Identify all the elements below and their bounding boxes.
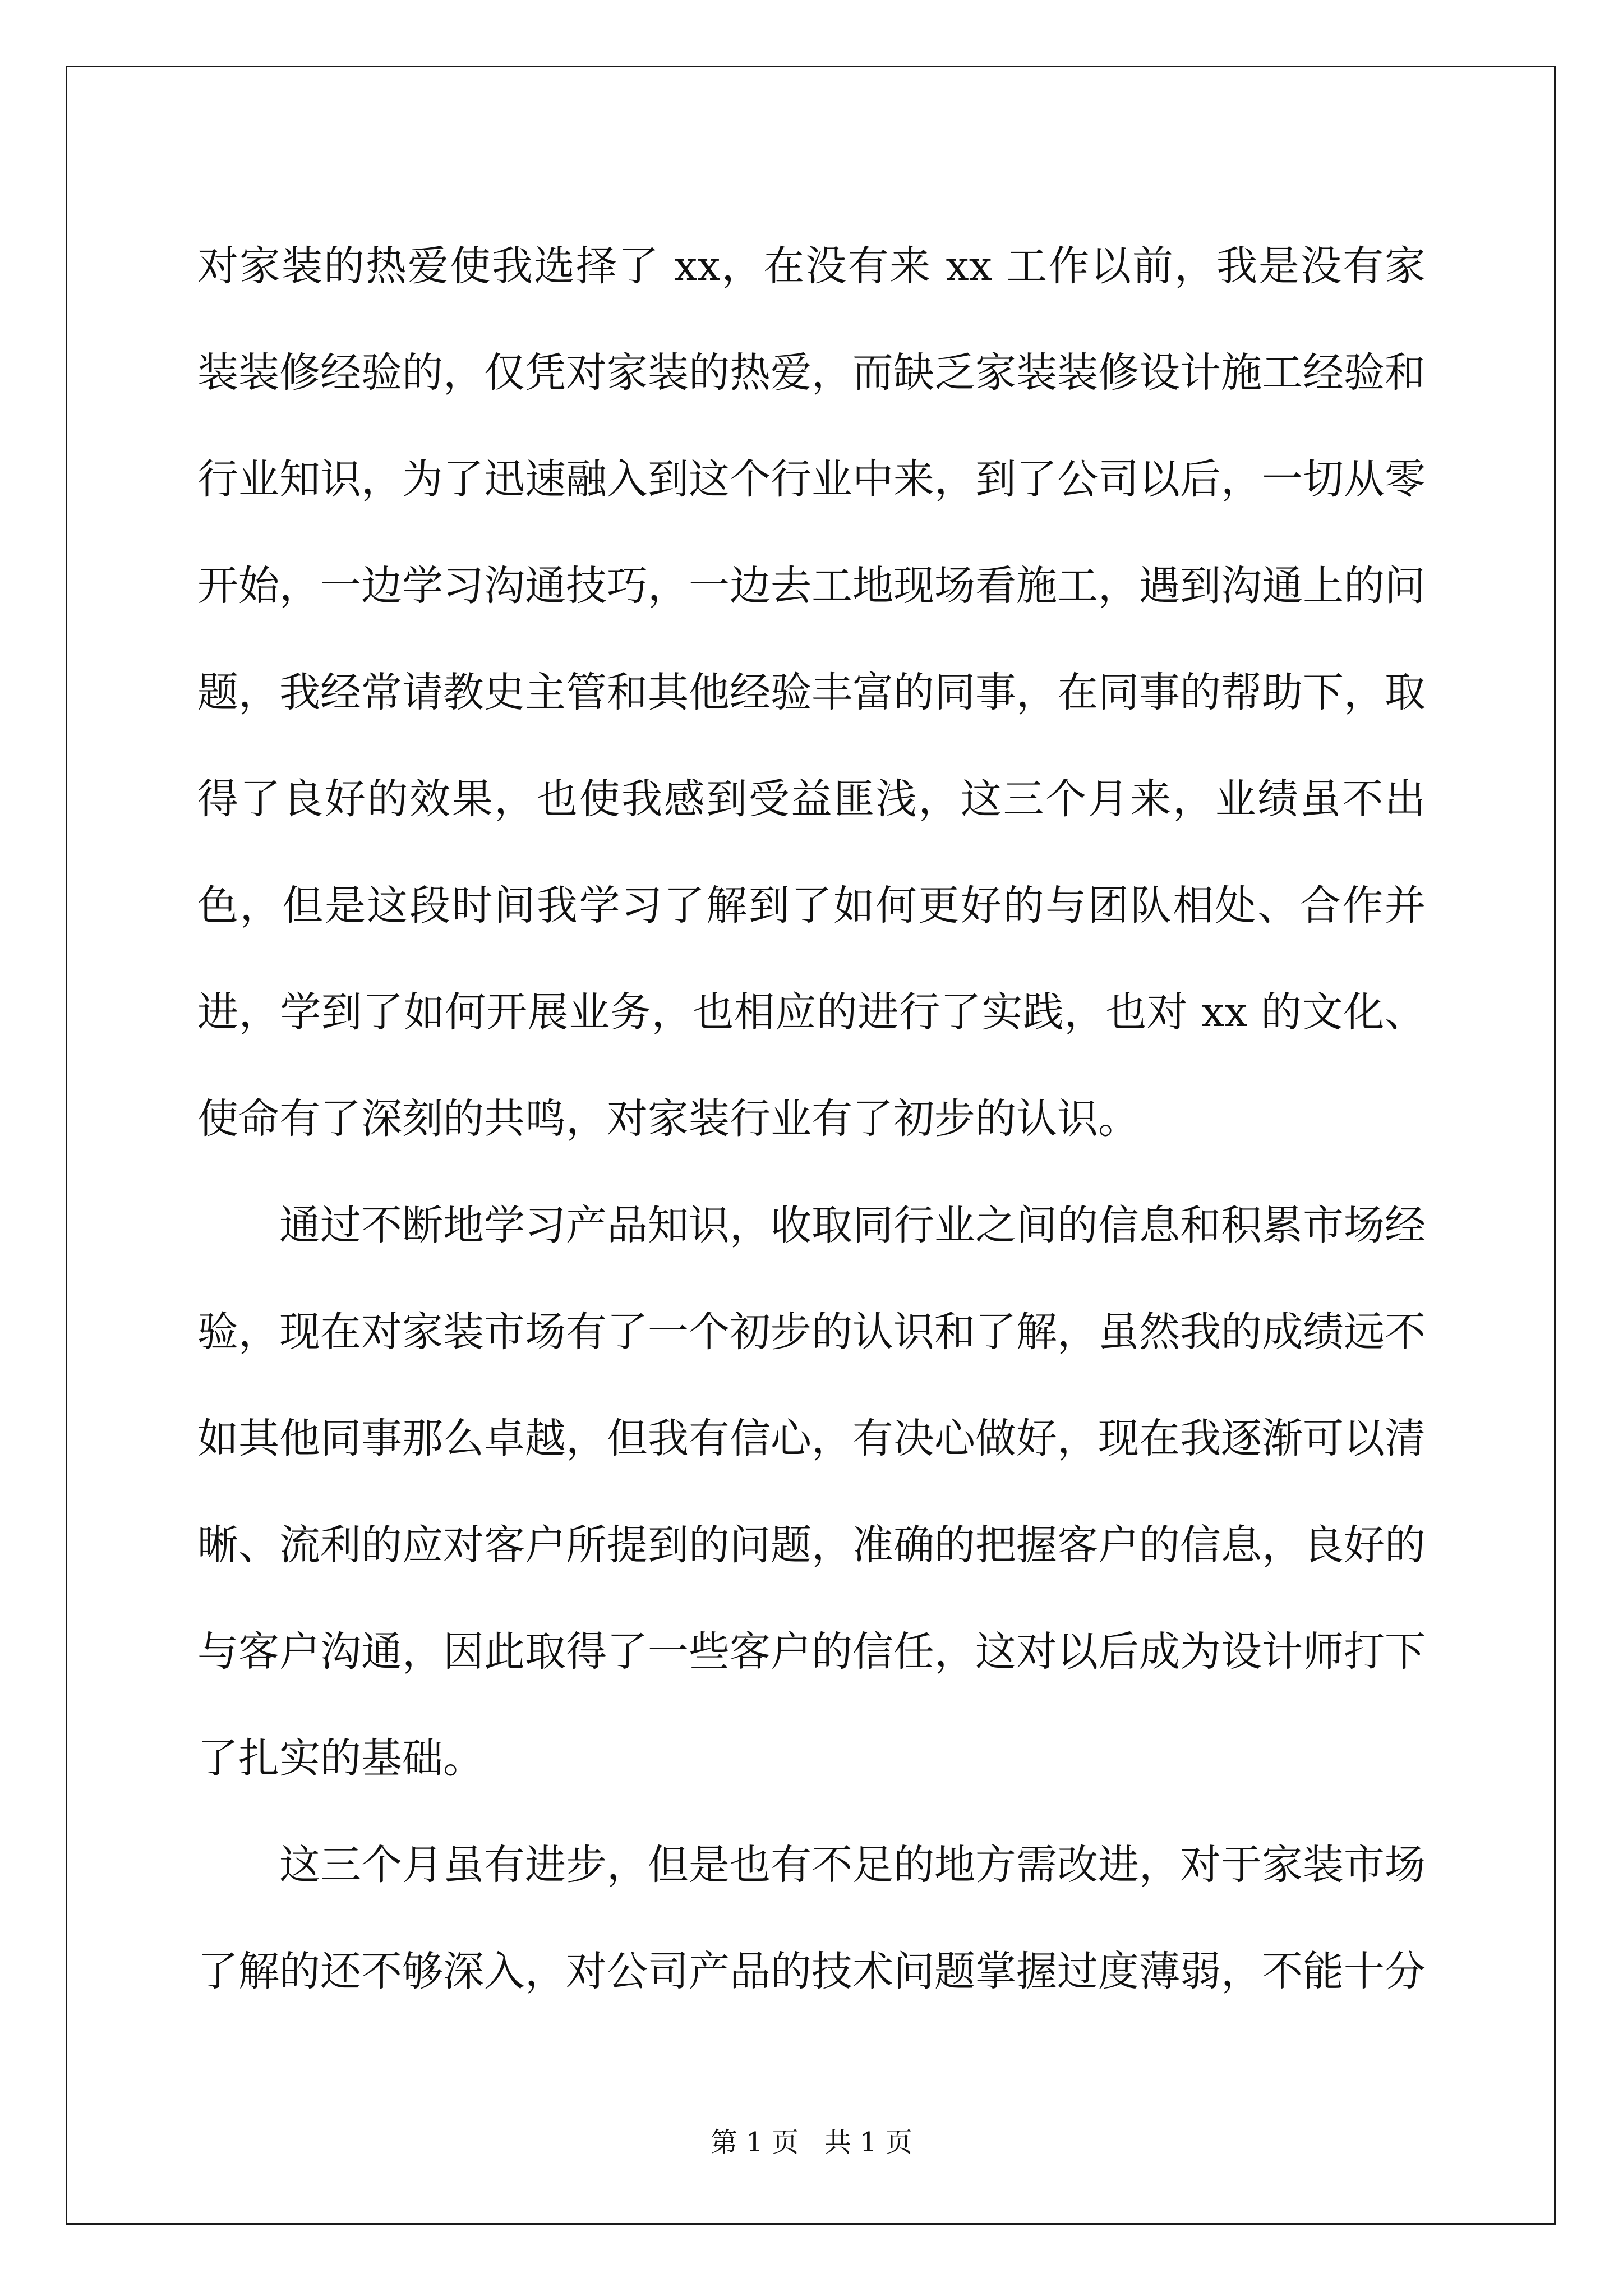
paragraph-3: 这三个月虽有进步，但是也有不足的地方需改进，对于家装市场了解的还不够深入，对公司产品的技术问题掌握过度薄弱，不能十分 — [197, 1841, 1426, 1995]
document-body — [197, 213, 1426, 2025]
paragraph-2: 通过不断地学习产品知识，收取同行业之间的信息和积累市场经验，现在对家装市场有了一个初步的认识和了解，虽然我的成绩远不如其他同事那么卓越，但我有信心，有决心做好，现在我逐渐可以清晰、流利的应对客户所提到的问题，准确的把握客户的信息，良好的与客户沟通，因此取得了一些客户的信任，这对以后成为设计师打下了扎实的基础。 — [197, 1202, 1426, 1782]
paragraph-1: 对家装的热爱使我选择了 xx，在没有来 xx 工作以前，我是没有家装装修经验的，仅凭对家装的热爱，而缺乏家装装修设计施工经验和行业知识，为了迅速融入到这个行业中来，到了公司以后，一切从零开始，一边学习沟通技巧，一边去工地现场看施工，遇到沟通上的问题，我经常请教史主管和其他经验丰富的同事，在同事的帮助下，取得了良好的效果，也使我感到受益匪浅，这三个月来，业绩虽不出色，但是这段时间我学习了解到了如何更好的与团队相处、合作并进，学到了如何开展业务，也相应的进行了实践，也对 xx 的文化、使命有了深刻的共鸣，对家装行业有了初步的认识。 — [197, 242, 1426, 1143]
page-footer: 第 1 页 共 1 页 — [711, 2127, 912, 2158]
